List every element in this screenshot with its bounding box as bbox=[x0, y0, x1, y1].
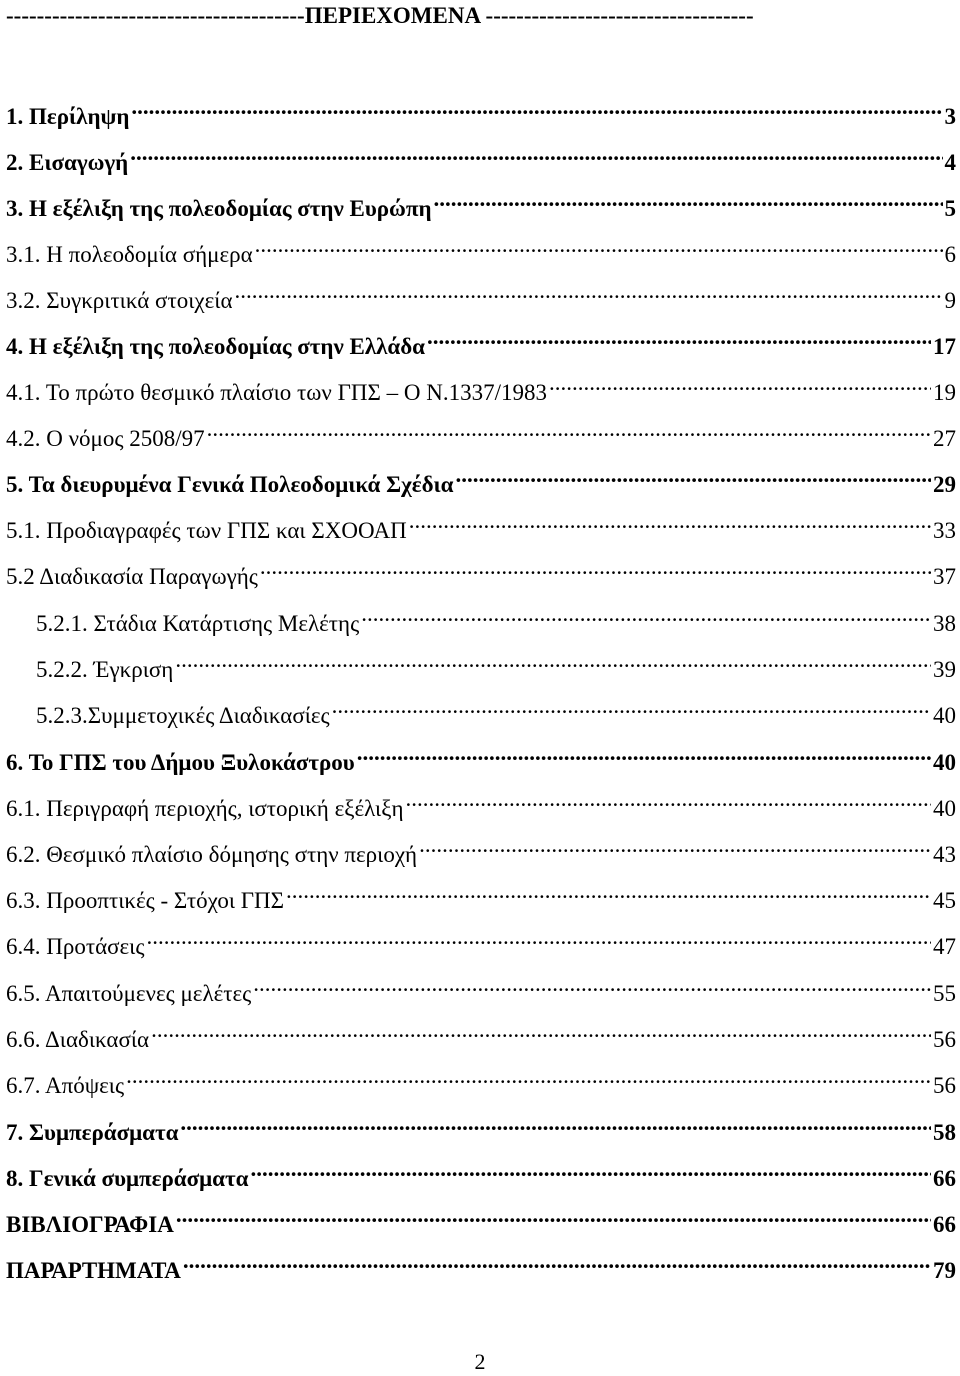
toc-entry-title: 6.5. Απαιτούμενες μελέτες bbox=[6, 981, 252, 1006]
toc-entry-title: 6.2. Θεσμικό πλαίσιο δόμησης στην περιοχή bbox=[6, 842, 418, 867]
toc-entry[interactable] bbox=[6, 782, 960, 821]
toc-entry[interactable] bbox=[6, 874, 960, 913]
toc-entry-title: 6.1. Περιγραφή περιοχής, ιστορική εξέλιξη bbox=[6, 796, 404, 821]
toc-entry-title: 5.2.1. Στάδια Κατάρτισης Μελέτης bbox=[36, 611, 360, 636]
toc-entry[interactable] bbox=[6, 274, 960, 313]
toc-entry-page: 45 bbox=[933, 888, 956, 913]
toc-entry-title: 3.1. Η πολεοδομία σήμερα bbox=[6, 242, 253, 267]
toc-entry-page: 3 bbox=[944, 104, 956, 129]
toc-entry[interactable] bbox=[6, 228, 960, 267]
dot-leader bbox=[146, 920, 931, 954]
dot-leader bbox=[235, 274, 943, 308]
toc-entry-title: 5.2.2. Έγκριση bbox=[36, 657, 174, 682]
dot-leader bbox=[180, 1106, 931, 1140]
toc-entry[interactable] bbox=[6, 920, 960, 959]
toc-entry-page: 66 bbox=[933, 1212, 956, 1237]
toc-entry-title: 7. Συμπεράσματα bbox=[6, 1120, 179, 1145]
dot-leader bbox=[253, 967, 931, 1001]
toc-entry-title: 6.7. Απόψεις bbox=[6, 1073, 125, 1098]
dot-leader bbox=[409, 504, 931, 538]
toc-entry[interactable] bbox=[6, 320, 960, 359]
toc-entry[interactable] bbox=[6, 550, 960, 589]
dot-leader bbox=[260, 550, 931, 584]
toc-entry-page: 55 bbox=[933, 981, 956, 1006]
toc-entry-page: 43 bbox=[933, 842, 956, 867]
toc-entry-page: 38 bbox=[933, 611, 956, 636]
toc-entry[interactable] bbox=[6, 736, 960, 775]
toc-entry-page: 47 bbox=[933, 934, 956, 959]
dot-leader bbox=[183, 1244, 931, 1278]
dot-leader bbox=[405, 782, 931, 816]
toc-entry-page: 37 bbox=[933, 564, 956, 589]
toc-entry[interactable] bbox=[6, 366, 960, 405]
toc-entry[interactable] bbox=[6, 90, 960, 129]
toc-entry-title: ΠΑΡΑΡΤΗΜΑΤΑ bbox=[6, 1258, 181, 1283]
toc-entry-page: 17 bbox=[933, 334, 956, 359]
toc-entry-title: 6. Το ΓΠΣ του Δήμου Ξυλοκάστρου bbox=[6, 750, 355, 775]
toc-entry-title: 5. Τα διευρυμένα Γενικά Πολεοδομικά Σχέδια bbox=[6, 472, 454, 497]
toc-entry-page: 9 bbox=[944, 288, 956, 313]
toc-entry-page: 56 bbox=[933, 1027, 956, 1052]
dot-leader bbox=[151, 1013, 931, 1047]
toc-entry-page: 19 bbox=[933, 380, 956, 405]
dot-leader bbox=[434, 182, 943, 216]
dot-leader bbox=[175, 643, 931, 677]
toc-entry-title: 4.1. Το πρώτο θεσμικό πλαίσιο των ΓΠΣ – Ο Ν.1337/1983 bbox=[6, 380, 547, 405]
dot-leader bbox=[255, 228, 943, 262]
toc-entry-title: 3.2. Συγκριτικά στοιχεία bbox=[6, 288, 233, 313]
dot-leader bbox=[456, 458, 931, 492]
toc-entry-title: 6.3. Προοπτικές - Στόχοι ΓΠΣ bbox=[6, 888, 285, 913]
dot-leader bbox=[176, 1198, 931, 1232]
toc-entry-page: 27 bbox=[933, 426, 956, 451]
toc-entry[interactable] bbox=[6, 1198, 960, 1237]
dot-leader bbox=[427, 320, 931, 354]
toc-entry[interactable] bbox=[36, 689, 960, 728]
page-number: 2 bbox=[474, 1349, 486, 1374]
toc-entry-page: 33 bbox=[933, 518, 956, 543]
toc-entry[interactable] bbox=[36, 643, 960, 682]
dot-leader bbox=[207, 412, 931, 446]
toc-entry[interactable] bbox=[36, 597, 960, 636]
toc-entry[interactable] bbox=[6, 1059, 960, 1098]
dot-leader bbox=[357, 736, 931, 770]
dot-leader bbox=[332, 689, 931, 723]
dot-leader bbox=[250, 1152, 931, 1186]
toc-entry-page: 29 bbox=[933, 472, 956, 497]
toc-entry-title: 1. Περίληψη bbox=[6, 104, 130, 129]
toc-entry-title: 4. Η εξέλιξη της πολεοδομίας στην Ελλάδα bbox=[6, 334, 426, 359]
toc-entry-page: 6 bbox=[944, 242, 956, 267]
toc-entry-title: 3. Η εξέλιξη της πολεοδομίας στην Ευρώπη bbox=[6, 196, 432, 221]
dot-leader bbox=[286, 874, 931, 908]
toc-entry-page: 4 bbox=[944, 150, 956, 175]
toc-entry[interactable] bbox=[6, 412, 960, 451]
toc-heading: ---------------------------------------ΠΕΡΙΕΧΟΜΕΝΑ ----------------------------------- bbox=[6, 3, 754, 28]
toc-entry-title: 5.1. Προδιαγραφές των ΓΠΣ και ΣΧΟΟΑΠ bbox=[6, 518, 407, 543]
toc-entry-title: ΒΙΒΛΙΟΓΡΑΦΙΑ bbox=[6, 1212, 174, 1237]
toc-entry[interactable] bbox=[6, 1106, 960, 1145]
dot-leader bbox=[419, 828, 931, 862]
toc-entry-page: 40 bbox=[933, 750, 956, 775]
toc-entry[interactable] bbox=[6, 1152, 960, 1191]
toc-entry-page: 5 bbox=[944, 196, 956, 221]
toc-entry-title: 8. Γενικά συμπεράσματα bbox=[6, 1166, 249, 1191]
toc-entry[interactable] bbox=[6, 967, 960, 1006]
toc-entry-title: 6.6. Διαδικασία bbox=[6, 1027, 150, 1052]
toc-entry[interactable] bbox=[6, 458, 960, 497]
toc-entry[interactable] bbox=[6, 1244, 960, 1283]
toc-entry-title: 4.2. Ο νόμος 2508/97 bbox=[6, 426, 205, 451]
toc-entry[interactable] bbox=[6, 504, 960, 543]
toc-entry-page: 39 bbox=[933, 657, 956, 682]
dot-leader bbox=[549, 366, 931, 400]
toc-entry-page: 40 bbox=[933, 703, 956, 728]
toc-entry-title: 2. Εισαγωγή bbox=[6, 150, 129, 175]
toc-entry[interactable] bbox=[6, 1013, 960, 1052]
toc-entry-page: 56 bbox=[933, 1073, 956, 1098]
toc-entry[interactable] bbox=[6, 136, 960, 175]
toc-entry-title: 6.4. Προτάσεις bbox=[6, 934, 145, 959]
toc-entry-page: 58 bbox=[933, 1120, 956, 1145]
toc-entry[interactable] bbox=[6, 828, 960, 867]
dot-leader bbox=[126, 1059, 931, 1093]
toc-entry[interactable] bbox=[6, 182, 960, 221]
toc-entry-title: 5.2 Διαδικασία Παραγωγής bbox=[6, 564, 258, 589]
dot-leader bbox=[130, 136, 942, 170]
toc-entry-page: 40 bbox=[933, 796, 956, 821]
dot-leader bbox=[131, 90, 942, 124]
toc-entry-title: 5.2.3.Συμμετοχικές Διαδικασίες bbox=[36, 703, 330, 728]
toc-entry-page: 66 bbox=[933, 1166, 956, 1191]
toc-entry-page: 79 bbox=[933, 1258, 956, 1283]
dot-leader bbox=[361, 597, 931, 631]
